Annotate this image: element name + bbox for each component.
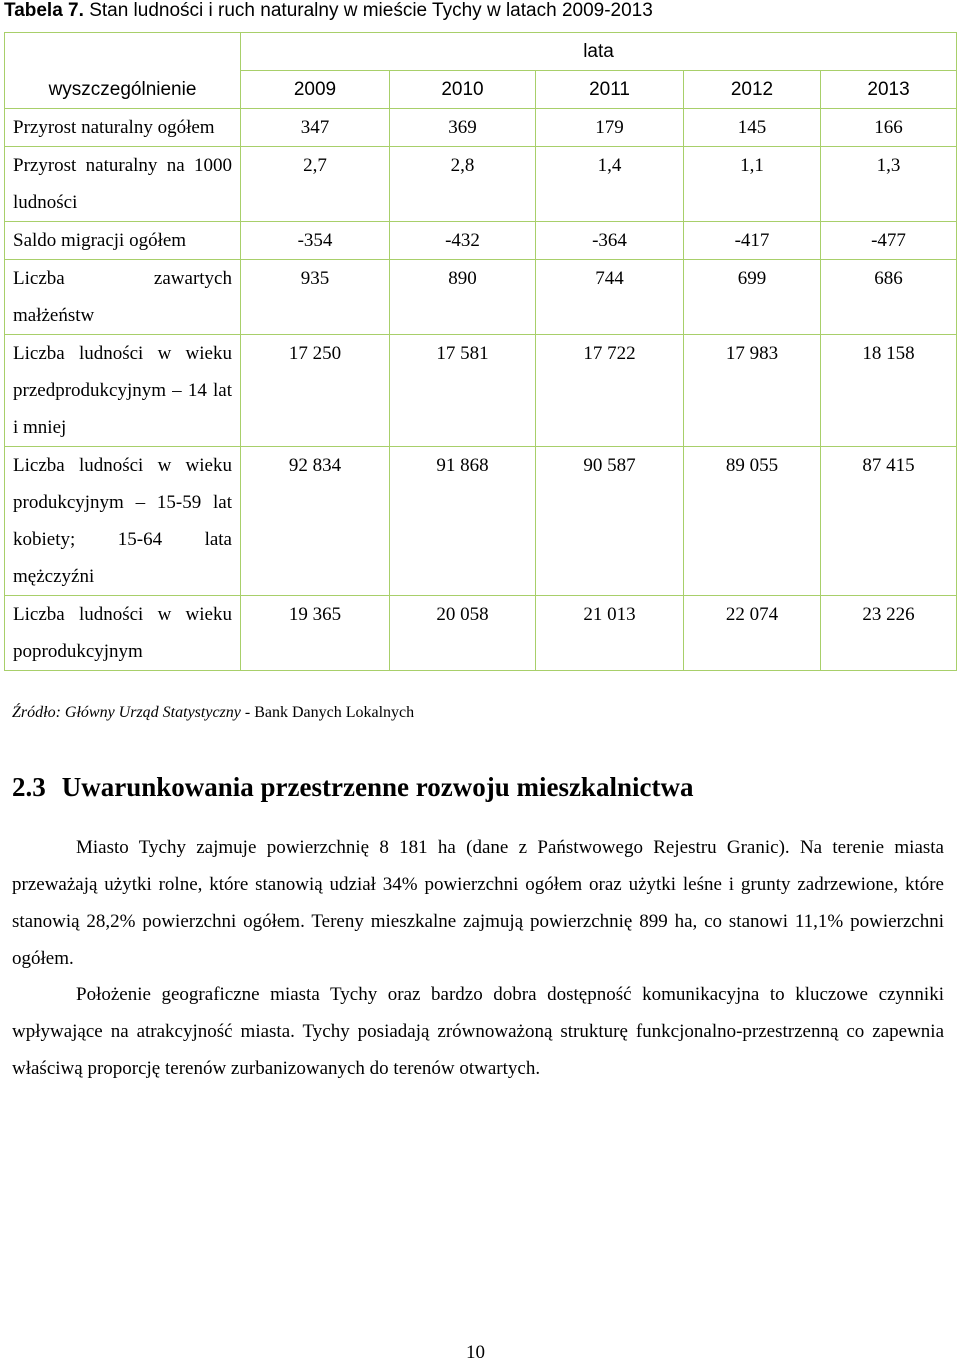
table-row	[5, 222, 957, 260]
table-caption	[4, 0, 653, 22]
table-cell: 935	[241, 260, 390, 335]
table-cell: 179	[536, 109, 684, 147]
table-cell: -477	[821, 222, 957, 260]
table-row	[5, 109, 957, 147]
column-header-year: 2009	[241, 71, 390, 109]
source-name: Źródło: Główny Urząd Statystyczny	[12, 704, 241, 721]
table-cell: -432	[390, 222, 536, 260]
table-cell: 21 013	[536, 596, 684, 671]
table-group-header-row	[5, 33, 957, 71]
table-cell: 369	[390, 109, 536, 147]
table-cell: 17 250	[241, 335, 390, 447]
table-cell: 92 834	[241, 447, 390, 596]
table-cell: 87 415	[821, 447, 957, 596]
table-cell: 90 587	[536, 447, 684, 596]
column-header-year: 2011	[536, 71, 684, 109]
table-cell: 686	[821, 260, 957, 335]
row-label: Saldo migracji ogółem	[5, 222, 241, 260]
page-number: 10	[466, 1342, 485, 1363]
table-cell: 699	[684, 260, 821, 335]
column-header-description: wyszczególnienie	[5, 71, 241, 109]
table-row	[5, 147, 957, 222]
table-cell: 1,3	[821, 147, 957, 222]
row-label: Przyrost naturalny ogółem	[5, 109, 241, 147]
column-header-year: 2013	[821, 71, 957, 109]
table-source-note	[12, 704, 414, 722]
table-cell: 91 868	[390, 447, 536, 596]
table-cell: 17 581	[390, 335, 536, 447]
table-row	[5, 335, 957, 447]
row-label: Liczba zawartych małżeństw	[5, 260, 241, 335]
row-label: Liczba ludności w wieku poprodukcyjnym	[5, 596, 241, 671]
section-number: 2.3	[12, 772, 46, 802]
table-cell: 1,4	[536, 147, 684, 222]
row-label: Liczba ludności w wieku produkcyjnym – 15-59 lat kobiety; 15-64 lata mężczyźni	[5, 447, 241, 596]
table-cell: 744	[536, 260, 684, 335]
table-cell: 1,1	[684, 147, 821, 222]
table-cell: 22 074	[684, 596, 821, 671]
table-cell: 19 365	[241, 596, 390, 671]
section-heading	[12, 772, 693, 803]
source-detail: - Bank Danych Lokalnych	[240, 704, 415, 721]
population-table	[4, 32, 957, 671]
table-cell: 890	[390, 260, 536, 335]
table-cell: -354	[241, 222, 390, 260]
table-header-row	[5, 71, 957, 109]
table-cell: 2,8	[390, 147, 536, 222]
row-label: Przyrost naturalny na 1000 ludności	[5, 147, 241, 222]
column-header-year: 2010	[390, 71, 536, 109]
table-number: Tabela 7.	[4, 0, 84, 21]
table-cell: 17 722	[536, 335, 684, 447]
table-cell: 347	[241, 109, 390, 147]
years-group-header: lata	[241, 33, 957, 71]
table-cell: -417	[684, 222, 821, 260]
row-label: Liczba ludności w wieku przedprodukcyjnym – 14 lat i mniej	[5, 335, 241, 447]
section-title: Uwarunkowania przestrzenne rozwoju mieszkalnictwa	[61, 772, 694, 802]
table-cell: 20 058	[390, 596, 536, 671]
column-header-year: 2012	[684, 71, 821, 109]
table-row	[5, 260, 957, 335]
table-cell: 2,7	[241, 147, 390, 222]
table-cell: 145	[684, 109, 821, 147]
header-spacer-cell	[5, 33, 241, 71]
table-cell: 18 158	[821, 335, 957, 447]
table-cell: 17 983	[684, 335, 821, 447]
table-cell: 23 226	[821, 596, 957, 671]
table-cell: 89 055	[684, 447, 821, 596]
table-row	[5, 596, 957, 671]
body-paragraph: Położenie geograficzne miasta Tychy oraz bardzo dobra dostępność komunikacyjna to kluczowe czynniki wpływające na atrakcyjność miasta. Tychy posiadają zrównoważoną strukturę funkcjonalno-przestrzenną co zapewnia właściwą proporcję terenów zurbanizowanych do terenów otwartych.	[12, 984, 944, 1079]
table-row	[5, 447, 957, 596]
table-cell: 166	[821, 109, 957, 147]
table-title: Stan ludności i ruch naturalny w mieście Tychy w latach 2009-2013	[89, 0, 653, 21]
body-paragraph: Miasto Tychy zajmuje powierzchnię 8 181 ha (dane z Państwowego Rejestru Granic). Na terenie miasta przeważają użytki rolne, które stanowią udział 34% powierzchni ogółem oraz użytki leśne i grunty zadrzewione, które stanowią 28,2% powierzchni ogółem. Tereny mieszkalne zajmują powierzchnię 899 ha, co stanowi 11,1% powierzchni ogółem.	[12, 837, 944, 969]
table-cell: -364	[536, 222, 684, 260]
